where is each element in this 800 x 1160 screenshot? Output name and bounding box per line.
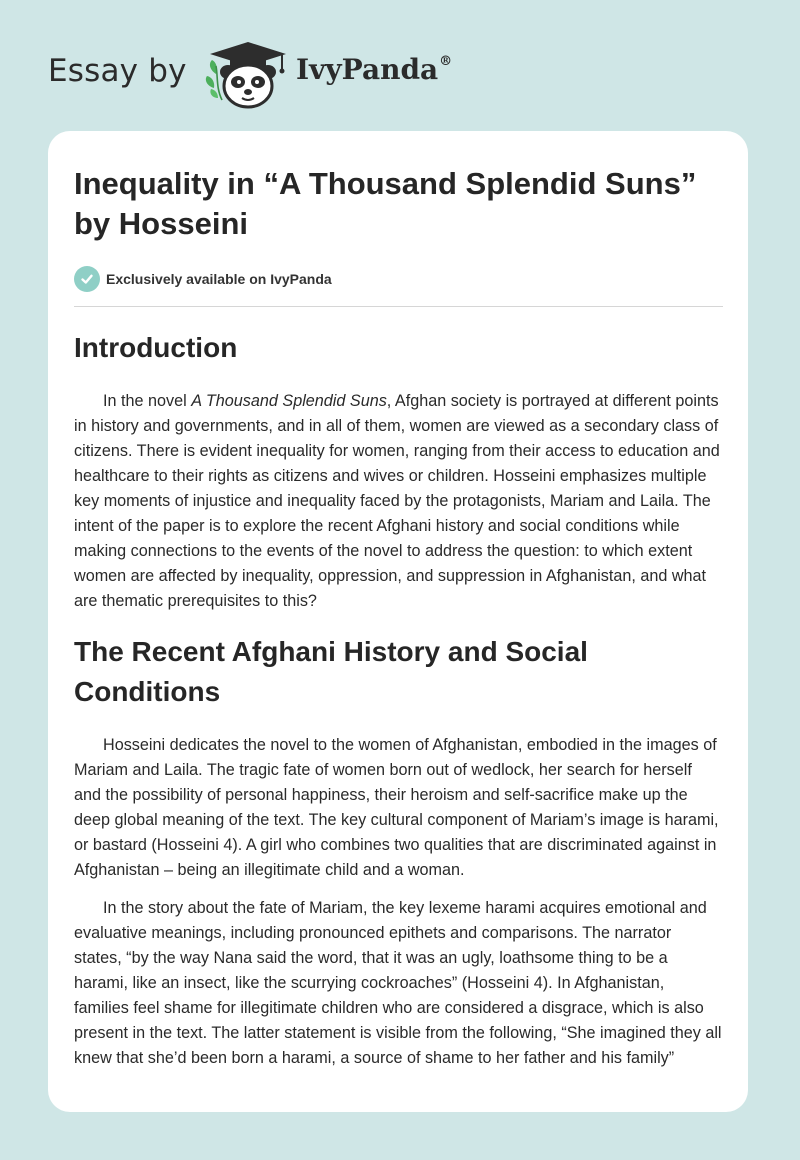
paragraph: In the novel A Thousand Splendid Suns, Afghan society is portrayed at different points in history and governments, and in all of them, women are viewed as a secondary class of citizens. There is evident inequality for women, ranging from their access to education and healthcare to their rights as citizens and wives or children. Hosseini emphasizes multiple key moments of injustice and inequality faced by the protagonists, Mariam and Laila. The intent of the paper is to explore the recent Afghani history and social conditions while making connections to the events of the novel to address the question: to which extent women are affected by inequality, oppression, and suppression in Afghanistan, and what are thematic prerequisites to this? [74,392,720,610]
brand-name: IvyPanda® [296,53,453,86]
brand-header [48,34,508,114]
essay-card [48,131,748,1112]
section-heading-history: The Recent Afghani History and Social Conditions [74,636,588,707]
registered-mark: ® [439,54,453,69]
brand-prefix: Essay by [48,53,187,89]
checkmark-icon [74,266,100,292]
exclusive-badge [74,265,723,293]
page-title: Inequality in “A Thousand Splendid Suns” by Hosseini [74,166,697,241]
paragraph: In the story about the fate of Mariam, the key lexeme harami acquires emotional and evaluative meanings, including pronounced epithets and comparisons. The narrator states, “by the way Nana said the word, that it was an ugly, loathsome thing to be a harami, like an insect, like the scurrying cockroaches” (Hosseini 4). In Afghanistan, families feel shame for illegitimate children who are considered a disgrace, which is also present in the text. The latter statement is visible from the following, “She imagined they all knew that she’d been born a harami, a source of shame to her father and his family” [74,899,722,1067]
divider [74,306,723,307]
book-title: A Thousand Splendid Suns [191,392,387,410]
essay-content [74,131,723,1071]
exclusive-label: Exclusively available on IvyPanda [106,271,332,287]
ivypanda-logo-icon[interactable] [202,36,294,112]
section-heading-introduction: Introduction [74,332,238,363]
paragraph: Hosseini dedicates the novel to the women of Afghanistan, embodied in the images of Mariam and Laila. The tragic fate of women born out of wedlock, her search for herself and the possibility of personal happiness, their heroism and self-sacrifice make up the deep global meaning of the text. The key cultural component of Mariam’s image is harami, or bastard (Hosseini 4). A girl who combines two qualities that are discriminated against in Afghanistan – being an illegitimate child and a woman. [74,736,719,879]
